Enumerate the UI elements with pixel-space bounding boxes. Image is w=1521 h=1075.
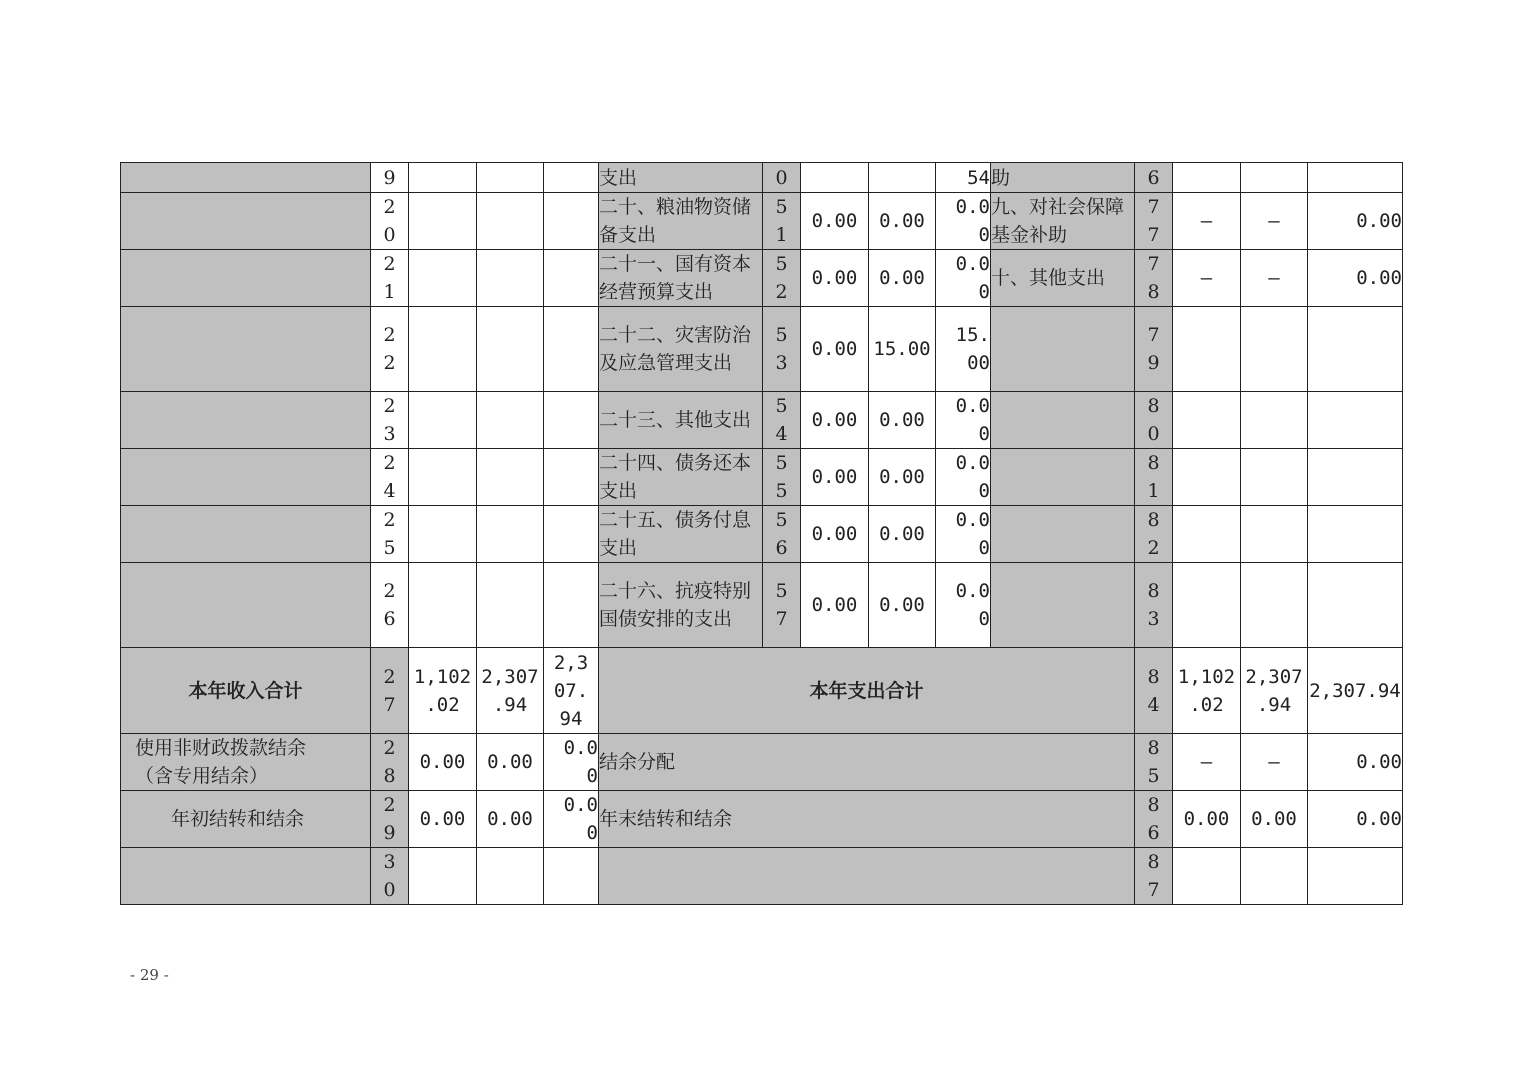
expense-category-label <box>991 307 1135 392</box>
expense-total-cell <box>936 449 991 506</box>
expense-item-label: 二十、粮油物资储备支出 <box>599 193 763 250</box>
expense-item-label: 二十六、抗疫特别国债安排的支出 <box>599 563 763 648</box>
expense-value-cell <box>801 163 869 193</box>
stacked-text-line: 8 <box>1147 665 1160 688</box>
expense-value-cell: 0.00 <box>801 506 869 563</box>
expense-value-cell: 0.00 <box>801 563 869 648</box>
income-value-cell: 0.00 <box>477 734 544 791</box>
income-value-cell <box>477 193 544 250</box>
row-index-cell <box>1135 734 1173 791</box>
stacked-text-line: 2,307 <box>1245 665 1303 688</box>
expense-category-label <box>991 563 1135 648</box>
expense-total-cell <box>936 563 991 648</box>
stacked-text-line: .94 <box>1256 693 1292 716</box>
stacked-text-line: 8 <box>383 765 396 787</box>
stacked-text-line: 0 <box>586 822 598 844</box>
stacked-text-line: 5 <box>775 509 788 531</box>
income-value-cell <box>544 392 599 449</box>
row-index-cell <box>371 163 409 193</box>
income-item-cell <box>121 250 371 307</box>
stacked-text-line: 8 <box>1147 509 1160 531</box>
expense-total-cell <box>1308 163 1403 193</box>
table-row <box>121 163 1403 193</box>
expense-value-cell <box>1241 506 1308 563</box>
income-value-cell <box>409 392 477 449</box>
income-item-cell <box>121 193 371 250</box>
expense-total-cell <box>936 250 991 307</box>
stacked-text-line: 7 <box>775 608 788 630</box>
stacked-text-line: 0.0 <box>955 395 990 417</box>
income-item-cell <box>121 163 371 193</box>
stacked-text-line: 2,307 <box>481 665 539 688</box>
row-index-cell <box>1135 848 1173 905</box>
expense-total-cell <box>936 506 991 563</box>
income-value-cell <box>477 506 544 563</box>
stacked-text-line: 0 <box>978 480 990 502</box>
stacked-text-line: 8 <box>1147 794 1160 816</box>
income-value-cell <box>409 449 477 506</box>
expense-item-label: 二十三、其他支出 <box>599 392 763 449</box>
income-value-cell: 0.00 <box>409 734 477 791</box>
income-item-cell <box>121 449 371 506</box>
stacked-text-line: 8 <box>1147 737 1160 759</box>
expense-value-cell <box>1241 163 1308 193</box>
income-item-label <box>121 848 371 905</box>
income-value-cell <box>409 163 477 193</box>
row-index-cell <box>371 250 409 307</box>
row-index-cell <box>371 648 409 734</box>
income-value-cell <box>477 250 544 307</box>
expense-value-cell: 0.00 <box>1241 791 1308 848</box>
income-value-cell <box>544 449 599 506</box>
stacked-text-line: 1 <box>383 281 396 303</box>
expense-total-cell <box>936 307 991 392</box>
expense-value-cell: — <box>1241 734 1308 791</box>
stacked-text-line: .02 <box>425 693 460 716</box>
stacked-text-line: 7 <box>1147 196 1160 218</box>
expense-value-cell: — <box>1173 250 1241 307</box>
stacked-text-line: 8 <box>1147 452 1160 474</box>
row-index-cell <box>371 791 409 848</box>
stacked-text-line: 54 <box>967 166 990 189</box>
expense-item-label: 二十一、国有资本经营预算支出 <box>599 250 763 307</box>
stacked-text-line: 0 <box>383 879 396 901</box>
expense-total-cell <box>1308 563 1403 648</box>
expense-value-cell <box>1173 848 1241 905</box>
page-number: - 29 - <box>130 966 169 984</box>
stacked-text-line: 1 <box>775 224 788 246</box>
row-index-cell <box>763 193 801 250</box>
income-value-cell <box>409 506 477 563</box>
expense-value-cell <box>1241 392 1308 449</box>
table-row <box>121 250 1403 307</box>
stacked-text-line: 0.0 <box>955 196 990 218</box>
row-index-cell <box>1135 648 1173 734</box>
stacked-text-line: 2,3 <box>553 651 589 674</box>
stacked-text-line: 8 <box>1147 395 1160 417</box>
stacked-text-line: 2 <box>383 324 396 346</box>
stacked-text-line: 0 <box>978 281 990 303</box>
income-item-label-line: 使用非财政拨款结余 <box>135 737 307 759</box>
income-value-cell <box>544 506 599 563</box>
expense-value-cell <box>1241 848 1308 905</box>
table-row <box>121 392 1403 449</box>
income-value-cell <box>477 392 544 449</box>
stacked-text-line: 07. <box>553 679 589 702</box>
row-index-cell <box>763 449 801 506</box>
stacked-text-line: 8 <box>1147 281 1160 303</box>
row-index-cell <box>371 449 409 506</box>
income-item-label <box>121 734 371 791</box>
stacked-text-line: 2 <box>383 352 396 374</box>
income-total-value <box>409 648 477 734</box>
stacked-text-line: 7 <box>1147 879 1160 901</box>
income-value-cell <box>477 848 544 905</box>
income-item-cell <box>121 392 371 449</box>
income-value-cell <box>477 563 544 648</box>
stacked-text-line: 0 <box>383 224 396 246</box>
stacked-text-line: 2 <box>775 281 788 303</box>
stacked-text-line: 1 <box>1147 480 1160 502</box>
stacked-text-line: 6 <box>383 608 396 630</box>
expense-item-label: 支出 <box>599 163 763 193</box>
stacked-text-line: 5 <box>775 395 788 417</box>
stacked-text-line: 3 <box>383 423 396 445</box>
expense-value-cell <box>1173 563 1241 648</box>
expense-category-label: 十、其他支出 <box>991 250 1135 307</box>
income-value-cell <box>477 449 544 506</box>
row-index-cell <box>1135 193 1173 250</box>
expense-value-cell: 0.00 <box>801 193 869 250</box>
stacked-text-line: 2 <box>383 253 396 275</box>
row-index-cell <box>1135 506 1173 563</box>
expense-item-label: 二十四、债务还本支出 <box>599 449 763 506</box>
stacked-text-line: 7 <box>1147 324 1160 346</box>
stacked-text-line: 2 <box>383 509 396 531</box>
income-item-label-line: （含专用结余） <box>135 765 269 787</box>
row-index-cell <box>763 163 801 193</box>
expense-value-cell: 0.00 <box>869 506 936 563</box>
table-row <box>121 563 1403 648</box>
table-row <box>121 307 1403 392</box>
row-index-cell <box>763 307 801 392</box>
expense-value-cell: 0.00 <box>801 449 869 506</box>
stacked-text-line: 3 <box>1147 608 1160 630</box>
income-value-cell <box>544 848 599 905</box>
table-row <box>121 193 1403 250</box>
stacked-text-line: 3 <box>383 851 396 873</box>
income-value-cell <box>544 193 599 250</box>
stacked-text-line: 1,102 <box>413 665 472 688</box>
table-row <box>121 791 1403 848</box>
table-row <box>121 506 1403 563</box>
expense-value-cell <box>1173 163 1241 193</box>
income-value-cell: 0.00 <box>477 791 544 848</box>
expense-value-cell: 0.00 <box>1173 791 1241 848</box>
row-index-cell <box>371 307 409 392</box>
expense-value-cell <box>1173 449 1241 506</box>
stacked-text-line: 5 <box>775 196 788 218</box>
expense-item-label: 二十五、债务付息支出 <box>599 506 763 563</box>
stacked-text-line: 7 <box>1147 224 1160 246</box>
income-item-cell <box>121 506 371 563</box>
expense-total-cell <box>936 392 991 449</box>
stacked-text-line: 0.0 <box>563 737 598 759</box>
expense-value-cell: 0.00 <box>801 307 869 392</box>
stacked-text-line: 15. <box>955 324 990 346</box>
stacked-text-line: 6 <box>1147 822 1160 844</box>
stacked-text-line: 8 <box>1147 851 1160 873</box>
expense-total-cell: 0.00 <box>1308 791 1403 848</box>
expense-value-cell: 0.00 <box>869 449 936 506</box>
row-index-cell <box>763 250 801 307</box>
stacked-text-line: 6 <box>775 537 788 559</box>
row-index-cell <box>763 563 801 648</box>
stacked-text-line: 4 <box>383 480 396 502</box>
row-index-cell <box>371 506 409 563</box>
income-value-cell <box>544 563 599 648</box>
stacked-text-line: 0.0 <box>955 253 990 275</box>
expense-value-cell: 0.00 <box>869 563 936 648</box>
income-value-cell <box>409 307 477 392</box>
stacked-text-line: 0 <box>586 765 598 787</box>
expense-value-cell: 0.00 <box>869 193 936 250</box>
income-value-cell <box>409 848 477 905</box>
income-item-cell <box>121 563 371 648</box>
income-value-cell <box>544 307 599 392</box>
expense-item-label: 二十二、灾害防治及应急管理支出 <box>599 307 763 392</box>
row-index-cell <box>371 848 409 905</box>
expense-category-label <box>991 506 1135 563</box>
income-value-cell <box>409 193 477 250</box>
stacked-text-line: 5 <box>1147 765 1160 787</box>
stacked-text-line: 0.0 <box>955 580 990 602</box>
stacked-text-line: 9 <box>383 822 396 844</box>
expense-category-label <box>991 449 1135 506</box>
expense-value-cell: 15.00 <box>869 307 936 392</box>
expense-item-label <box>599 848 1135 905</box>
income-total-label: 本年收入合计 <box>121 648 371 734</box>
income-total-value <box>544 648 599 734</box>
expense-total-cell: 0.00 <box>1308 250 1403 307</box>
expense-value-cell <box>869 163 936 193</box>
income-value-cell <box>544 791 599 848</box>
expense-category-label: 九、对社会保障基金补助 <box>991 193 1135 250</box>
stacked-text-line: 7 <box>383 693 396 716</box>
stacked-text-line: 4 <box>1147 693 1160 716</box>
totals-row <box>121 648 1403 734</box>
expense-total-cell <box>936 193 991 250</box>
stacked-text-line: 2 <box>1147 537 1160 559</box>
stacked-text-line: 0 <box>1147 423 1160 445</box>
row-index-cell <box>763 506 801 563</box>
expense-total-cell <box>1308 506 1403 563</box>
stacked-text-line: 9 <box>1147 352 1160 374</box>
expense-total-cell: 0.00 <box>1308 193 1403 250</box>
income-value-cell <box>544 250 599 307</box>
stacked-text-line: 2 <box>383 580 396 602</box>
stacked-text-line: 5 <box>775 253 788 275</box>
stacked-text-line: 94 <box>559 707 583 730</box>
expense-value-cell <box>1241 563 1308 648</box>
expense-value-cell <box>1241 449 1308 506</box>
stacked-text-line: 0 <box>978 423 990 445</box>
row-index-cell <box>371 193 409 250</box>
row-index-cell <box>1135 392 1173 449</box>
stacked-text-line: 4 <box>775 423 788 445</box>
row-index-cell <box>1135 449 1173 506</box>
stacked-text-line: 1,102 <box>1177 665 1236 688</box>
income-value-cell: 0.00 <box>409 791 477 848</box>
expense-value-cell <box>1173 506 1241 563</box>
expense-value-cell <box>1173 392 1241 449</box>
stacked-text-line: 0 <box>978 224 990 246</box>
stacked-text-line: 0 <box>978 608 990 630</box>
stacked-text-line: 2 <box>383 452 396 474</box>
income-item-cell <box>121 307 371 392</box>
stacked-text-line: 9 <box>383 166 396 189</box>
row-index-cell <box>763 392 801 449</box>
expense-total-cell <box>1308 848 1403 905</box>
expense-total-value: 2,307.94 <box>1308 648 1403 734</box>
expense-value-cell: 0.00 <box>801 250 869 307</box>
row-index-cell <box>1135 307 1173 392</box>
income-value-cell <box>544 734 599 791</box>
stacked-text-line: 7 <box>1147 253 1160 275</box>
stacked-text-line: 5 <box>775 324 788 346</box>
stacked-text-line: 5 <box>775 480 788 502</box>
income-total-value <box>477 648 544 734</box>
expense-value-cell: 0.00 <box>869 392 936 449</box>
expense-value-cell: — <box>1173 193 1241 250</box>
stacked-text-line: 0.0 <box>955 452 990 474</box>
stacked-text-line: .02 <box>1189 693 1224 716</box>
expense-value-cell: 0.00 <box>801 392 869 449</box>
stacked-text-line: 3 <box>775 352 788 374</box>
stacked-text-line: 0.0 <box>563 794 598 816</box>
expense-value-cell: 0.00 <box>869 250 936 307</box>
financial-table <box>120 162 1403 905</box>
row-index-cell <box>1135 163 1173 193</box>
expense-value-cell <box>1241 307 1308 392</box>
stacked-text-line: 0.0 <box>955 509 990 531</box>
stacked-text-line: 5 <box>775 580 788 602</box>
stacked-text-line: 0 <box>978 537 990 559</box>
income-item-label <box>121 791 371 848</box>
expense-value-cell: — <box>1241 193 1308 250</box>
income-value-cell <box>544 163 599 193</box>
row-index-cell <box>1135 563 1173 648</box>
table-row <box>121 848 1403 905</box>
stacked-text-line: 5 <box>383 537 396 559</box>
row-index-cell <box>1135 791 1173 848</box>
row-index-cell <box>371 563 409 648</box>
expense-total-cell <box>1308 392 1403 449</box>
stacked-text-line: 2 <box>383 665 396 688</box>
table-row <box>121 449 1403 506</box>
expense-total-cell <box>936 163 991 193</box>
stacked-text-line: 2 <box>383 794 396 816</box>
income-value-cell <box>409 563 477 648</box>
stacked-text-line: 0 <box>775 166 788 189</box>
income-item-label-line: 年初结转和结余 <box>171 808 305 830</box>
stacked-text-line: 00 <box>967 352 990 374</box>
expense-total-cell <box>1308 449 1403 506</box>
expense-value-cell: — <box>1173 734 1241 791</box>
table-row <box>121 734 1403 791</box>
expense-total-value <box>1173 648 1241 734</box>
stacked-text-line: .94 <box>492 693 528 716</box>
income-value-cell <box>409 250 477 307</box>
stacked-text-line: 2 <box>383 395 396 417</box>
expense-category-label: 助 <box>991 163 1135 193</box>
stacked-text-line: 2 <box>383 737 396 759</box>
expense-total-cell <box>1308 307 1403 392</box>
expense-value-cell: — <box>1241 250 1308 307</box>
expense-item-label: 结余分配 <box>599 734 1135 791</box>
stacked-text-line: 8 <box>1147 580 1160 602</box>
expense-value-cell <box>1173 307 1241 392</box>
expense-total-label: 本年支出合计 <box>599 648 1135 734</box>
income-value-cell <box>477 163 544 193</box>
row-index-cell <box>371 734 409 791</box>
stacked-text-line: 5 <box>775 452 788 474</box>
expense-category-label <box>991 392 1135 449</box>
expense-item-label: 年末结转和结余 <box>599 791 1135 848</box>
expense-total-value <box>1241 648 1308 734</box>
row-index-cell <box>371 392 409 449</box>
stacked-text-line: 6 <box>1147 166 1160 189</box>
stacked-text-line: 2 <box>383 196 396 218</box>
expense-total-cell: 0.00 <box>1308 734 1403 791</box>
income-value-cell <box>477 307 544 392</box>
row-index-cell <box>1135 250 1173 307</box>
